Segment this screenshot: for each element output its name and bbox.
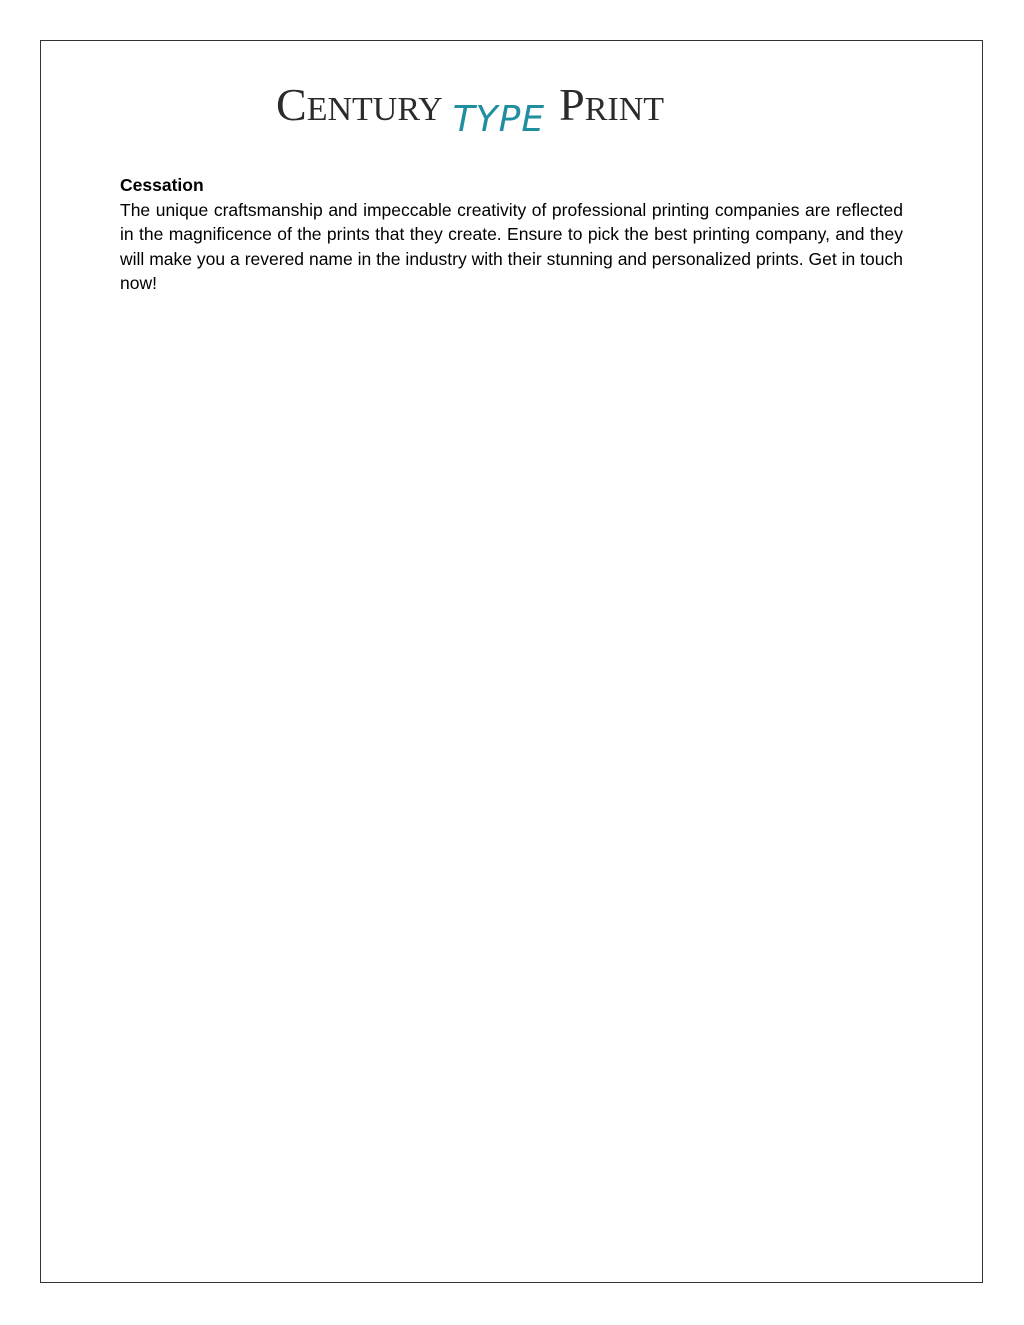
logo-rest-rint: RINT (584, 91, 665, 128)
logo-initial-p: P (559, 79, 585, 130)
century-type-print-logo (276, 62, 752, 140)
section-paragraph: The unique craftsmanship and impeccable creativity of professional printing companies are reflected in the magnificence of the prints that they create. Ensure to pick the best printing company, and they will make you a revered name in the industry with their stunning and personalized prints. Get in touch now! (120, 199, 903, 293)
logo-initial-c: C (276, 79, 307, 130)
logo-word-print (559, 79, 665, 130)
logo-word-type: TYPE (452, 99, 546, 140)
document-content (120, 173, 903, 296)
logo-word-century (276, 79, 443, 130)
logo-rest-entury: ENTURY (306, 91, 443, 128)
section-heading: Cessation (120, 175, 204, 195)
